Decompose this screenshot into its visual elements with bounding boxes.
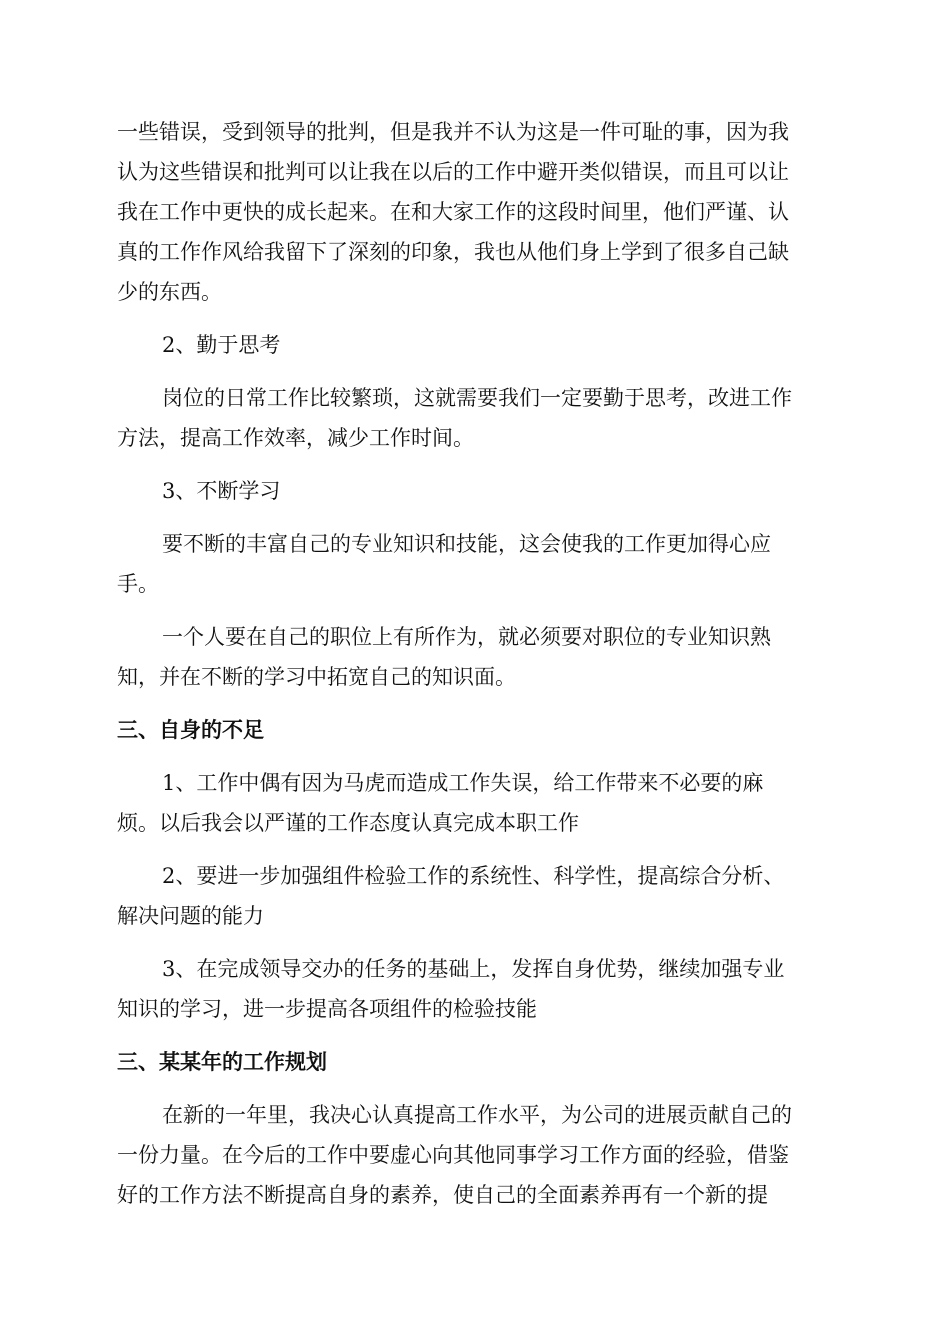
text-line: 方法，提高工作效率，减少工作时间。 [117,426,474,450]
text-line: 2、要进一步加强组件检验工作的系统性、科学性，提高综合分析、 [162,864,785,888]
paragraph-shortcoming-2 [117,856,837,936]
section-heading-work-plan: 三、某某年的工作规划 [117,1050,327,1074]
text-line: 知，并在不断的学习中拓宽自己的知识面。 [117,665,516,689]
text-line: 要不断的丰富自己的专业知识和技能，这会使我的工作更加得心应 [162,532,771,556]
text-line: 手。 [117,572,159,596]
text-line: 少的东西。 [117,280,222,304]
section-heading-shortcomings: 三、自身的不足 [117,718,264,742]
paragraph-professional-knowledge [117,617,837,697]
text-line: 一些错误，受到领导的批判，但是我并不认为这是一件可耻的事，因为我 [117,120,789,144]
item-heading-learn: 3、不断学习 [162,479,281,503]
text-line: 1、工作中偶有因为马虎而造成工作失误，给工作带来不必要的麻 [162,771,764,795]
paragraph-shortcoming-3 [117,949,837,1029]
text-line: 在新的一年里，我决心认真提高工作水平，为公司的进展贡献自己的 [162,1103,792,1127]
text-line: 好的工作方法不断提高自身的素养，使自己的全面素养再有一个新的提 [117,1183,768,1207]
text-line: 认为这些错误和批判可以让我在以后的工作中避开类似错误，而且可以让 [117,160,789,184]
document-page [117,112,837,1215]
text-line: 一份力量。在今后的工作中要虚心向其他同事学习工作方面的经验，借鉴 [117,1143,789,1167]
text-line: 知识的学习，进一步提高各项组件的检验技能 [117,997,537,1021]
paragraph-shortcoming-1 [117,763,837,843]
item-heading-think: 2、勤于思考 [162,333,281,357]
text-line: 3、在完成领导交办的任务的基础上，发挥自身优势，继续加强专业 [162,957,785,981]
paragraph-work-plan [117,1095,837,1215]
paragraph-learn [117,524,837,604]
text-line: 岗位的日常工作比较繁琐，这就需要我们一定要勤于思考，改进工作 [162,386,792,410]
text-line: 一个人要在自己的职位上有所作为，就必须要对职位的专业知识熟 [162,625,771,649]
text-line: 我在工作中更快的成长起来。在和大家工作的这段时间里，他们严谨、认 [117,200,789,224]
paragraph-think [117,378,837,458]
text-line: 真的工作作风给我留下了深刻的印象，我也从他们身上学到了很多自己缺 [117,240,789,264]
text-line: 烦。以后我会以严谨的工作态度认真完成本职工作 [117,811,579,835]
text-line: 解决问题的能力 [117,904,264,928]
paragraph-learning-from-mistakes [117,112,837,312]
